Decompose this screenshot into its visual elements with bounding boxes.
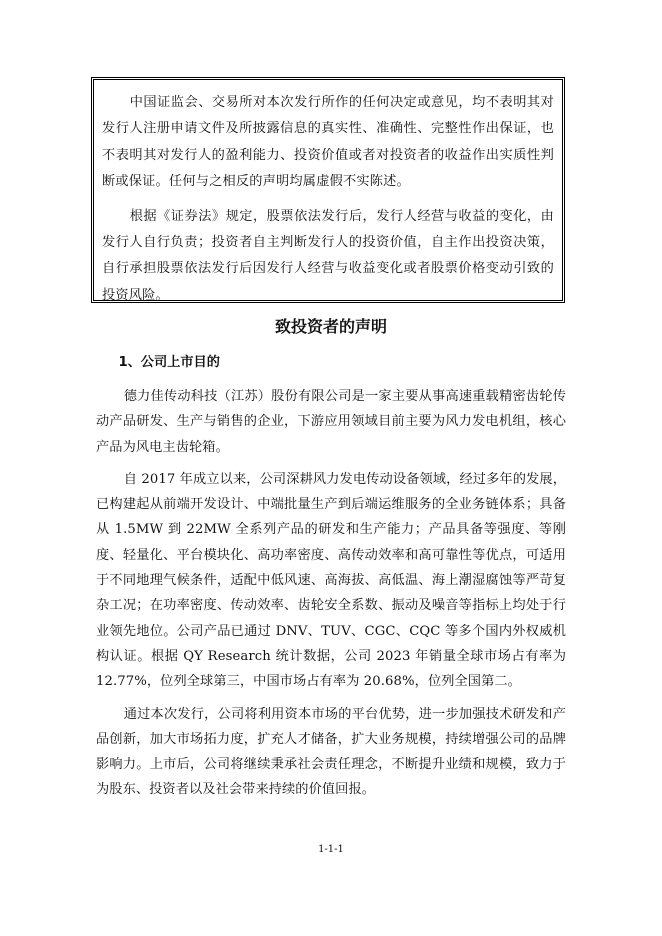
section-heading: 1、公司上市目的 [118, 355, 220, 370]
body-paragraph: 自 2017 年成立以来，公司深耕风力发电传动设备领域，经过多年的发展，已构建起从前端开发设计、中端批量生产到后端运维服务的全业务链体系；具备从 1.5MW 到 22MW 全系列产品的研发和生产能力；产品具备等强度、等刚度、轻量化、平台模块化、高功率密度、高传动效率和高可靠性等优点，可适用于不同地理气候条件，适配中低风速、高海拔、高低温、海上潮湿腐蚀等严苛复杂工况；在功率密度、传动效率、齿轮安全系数、振动及噪音等指标上均处于行业领先地位。公司产品已通过 DNV、TUV、CGC、CQC 等多个国内外权威机构认证。根据 QY Research 统计数据，公司 2023 年销量全球市场占有率为 12.77%，位列全球第三，中国市场占有率为 20.68%，位列全国第二。 [96, 471, 566, 690]
regulatory-notice-box [91, 77, 565, 303]
main-content [96, 350, 566, 810]
body-paragraph: 德力佳传动科技（江苏）股份有限公司是一家主要从事高速重载精密齿轮传动产品研发、生产与销售的企业，下游应用领域目前主要为风力发电机组，核心产品为风电主齿轮箱。 [96, 389, 566, 455]
page-number: 1-1-1 [318, 844, 344, 855]
notice-paragraph: 根据《证券法》规定，股票依法发行后，发行人经营与收益的变化，由发行人自行负责；投资者自主判断发行人的投资价值，自主作出投资决策，自行承担股票依法发行后因发行人经营与收益变化或者股票价格变动引致的投资风险。 [102, 208, 554, 303]
body-paragraph: 通过本次发行，公司将利用资本市场的平台优势，进一步加强技术研发和产品创新，加大市场拓力度，扩充人才储备，扩大业务规模，持续增强公司的品牌影响力。上市后，公司将继续秉承社会责任理念，不断提升业绩和规模，致力于为股东、投资者以及社会带来持续的价值回报。 [96, 706, 566, 798]
notice-paragraph: 中国证监会、交易所对本次发行所作的任何决定或意见，均不表明其对发行人注册申请文件及所披露信息的真实性、准确性、完整性作出保证，也不表明其对发行人的盈利能力、投资价值或者对投资者的收益作出实质性判断或保证。任何与之相反的声明均属虚假不实陈述。 [102, 95, 554, 190]
page-title: 致投资者的声明 [274, 317, 387, 336]
